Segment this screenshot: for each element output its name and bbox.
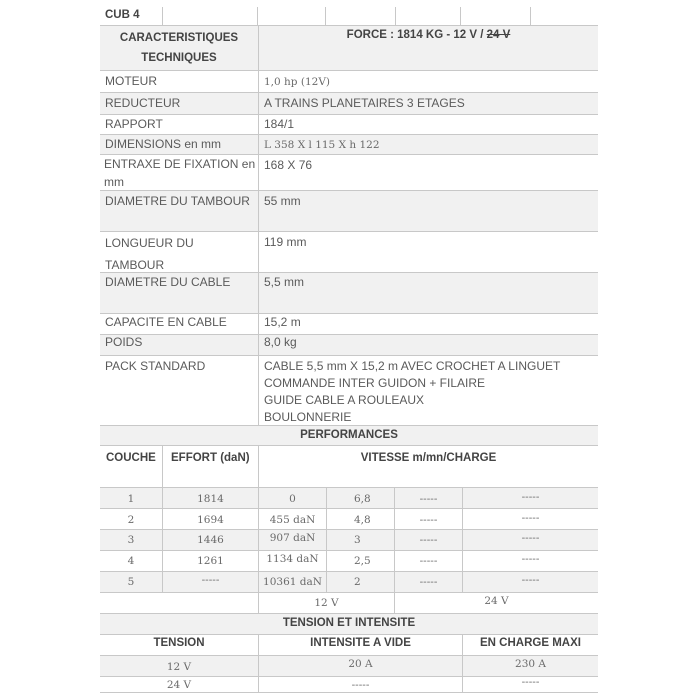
specs-header-row	[100, 25, 598, 70]
charge-maxi-value: -----	[521, 677, 540, 688]
spec-label-line-1: ENTRAXE DE FIXATION en	[104, 157, 256, 171]
specs-title-line-1: CARACTERISTIQUES	[119, 32, 239, 44]
perf-vitesse: 3	[354, 534, 361, 546]
spec-value: L 358 X l 115 X h 122	[264, 139, 380, 151]
col-header-effort: EFFORT (daN)	[171, 452, 250, 464]
spec-label: DIMENSIONS en mm	[105, 137, 222, 151]
spec-value: 119 mm	[264, 235, 307, 249]
spec-label-line-2: mm	[104, 175, 124, 189]
perf-c6: -----	[521, 491, 540, 503]
perf-effort: 1261	[197, 555, 224, 567]
spec-row-poids	[100, 334, 598, 355]
col-header-couche: COUCHE	[106, 452, 156, 464]
spec-row-reducteur	[100, 92, 598, 114]
force-title	[259, 26, 598, 45]
spec-row-capacite	[100, 313, 598, 334]
perf-charge: 1134 daN	[266, 553, 319, 565]
pack-list	[264, 358, 560, 425]
spec-value: 184/1	[264, 117, 295, 131]
model-row	[100, 7, 598, 25]
table-bottom-border	[100, 692, 598, 693]
perf-charge: 0	[289, 493, 296, 505]
perf-row	[100, 508, 598, 529]
force-text: FORCE : 1814 KG - 12 V /	[346, 29, 487, 41]
perf-couche: 3	[127, 534, 135, 546]
tension-title: TENSION ET INTENSITE	[282, 617, 416, 629]
spec-label: CAPACITE EN CABLE	[105, 315, 227, 329]
pack-item: GUIDE CABLE A ROULEAUX	[264, 393, 425, 407]
col-header-intensite-vide: INTENSITE A VIDE	[310, 637, 411, 649]
tension-header-row	[100, 634, 598, 655]
spec-label	[104, 155, 255, 190]
perf-effort: 1446	[197, 534, 224, 546]
perf-effort: 1694	[197, 514, 224, 526]
charge-maxi-value: 230 A	[515, 658, 546, 670]
spec-row-tambour-diametre	[100, 190, 598, 231]
intensite-vide-value: 20 A	[348, 658, 373, 670]
voltage-24v: 24 V	[484, 595, 509, 607]
perf-couche: 2	[127, 514, 135, 526]
voltage-row	[100, 592, 598, 613]
performances-header-row	[100, 445, 598, 487]
spec-value: 1,0 hp (12V)	[264, 76, 330, 88]
pack-item: BOULONNERIE	[264, 410, 352, 424]
perf-row	[100, 550, 598, 571]
col-header-tension: TENSION	[153, 637, 205, 649]
col-header-vitesse: VITESSE m/mn/CHARGE	[360, 452, 497, 464]
spec-value: 15,2 m	[264, 315, 301, 329]
spec-row-dimensions	[100, 134, 598, 154]
spec-value: 55 mm	[264, 194, 301, 208]
intensite-vide-value: -----	[351, 679, 370, 691]
perf-vitesse: 2	[354, 576, 361, 588]
perf-couche: 1	[127, 493, 135, 505]
perf-c5: -----	[419, 514, 438, 526]
perf-c5: -----	[419, 493, 438, 505]
spec-value: 8,0 kg	[264, 335, 297, 349]
perf-vitesse: 4,8	[354, 514, 371, 526]
tension-value: 12 V	[166, 661, 192, 673]
perf-effort: 1814	[197, 493, 224, 505]
spec-value: A TRAINS PLANETAIRES 3 ETAGES	[264, 96, 465, 110]
spec-row-pack	[100, 355, 598, 425]
performances-title-row	[100, 425, 598, 445]
spec-label	[105, 232, 194, 272]
pack-item: CABLE 5,5 mm X 15,2 m AVEC CROCHET A LINGUET	[264, 359, 561, 373]
spec-label: RAPPORT	[105, 117, 163, 131]
spec-label-line-1: LONGUEUR DU	[105, 236, 194, 250]
tension-row	[100, 655, 598, 676]
perf-c5: -----	[419, 555, 438, 567]
tension-title-row	[100, 613, 598, 634]
model-name: CUB 4	[105, 9, 140, 21]
spec-row-rapport	[100, 114, 598, 134]
spec-row-entraxe	[100, 154, 598, 190]
perf-c5: -----	[419, 576, 438, 588]
spec-sheet	[100, 7, 598, 693]
spec-label: POIDS	[105, 335, 143, 349]
perf-couche: 4	[127, 555, 135, 567]
perf-charge: 10361 daN	[263, 576, 322, 588]
perf-c6: -----	[521, 553, 540, 565]
tension-value: 24 V	[166, 679, 192, 691]
voltage-12v: 12 V	[314, 597, 339, 609]
perf-couche: 5	[127, 576, 135, 588]
spec-label: PACK STANDARD	[105, 359, 206, 373]
spec-row-cable-diametre	[100, 272, 598, 313]
pack-item: COMMANDE INTER GUIDON + FILAIRE	[264, 376, 486, 390]
perf-c6: -----	[521, 512, 540, 524]
tension-row	[100, 676, 598, 693]
force-struck-text: 24 V	[486, 29, 511, 41]
spec-label: DIAMETRE DU CABLE	[105, 275, 231, 289]
spec-label-line-2: TAMBOUR	[105, 258, 165, 272]
perf-c5: -----	[419, 534, 438, 546]
spec-value: 168 X 76	[264, 158, 313, 172]
perf-charge: 455 daN	[269, 514, 316, 526]
performances-title: PERFORMANCES	[300, 429, 398, 441]
spec-row-tambour-longueur	[100, 231, 598, 272]
spec-value: 5,5 mm	[264, 275, 305, 289]
spec-label: MOTEUR	[105, 74, 157, 88]
spec-label: REDUCTEUR	[105, 96, 181, 110]
perf-c6: -----	[521, 532, 540, 544]
perf-charge: 907 daN	[269, 532, 316, 544]
specs-title-line-2: TECHNIQUES	[141, 52, 217, 64]
perf-row	[100, 529, 598, 550]
col-header-charge-maxi: EN CHARGE MAXI	[480, 637, 581, 649]
perf-row	[100, 571, 598, 592]
specs-title	[100, 28, 258, 68]
perf-effort: -----	[201, 574, 220, 586]
spec-label: DIAMETRE DU TAMBOUR	[105, 194, 250, 208]
perf-vitesse: 6,8	[354, 493, 371, 505]
perf-vitesse: 2,5	[354, 555, 371, 567]
spec-row-moteur	[100, 70, 598, 92]
perf-row	[100, 487, 598, 508]
perf-c6: -----	[521, 574, 540, 586]
